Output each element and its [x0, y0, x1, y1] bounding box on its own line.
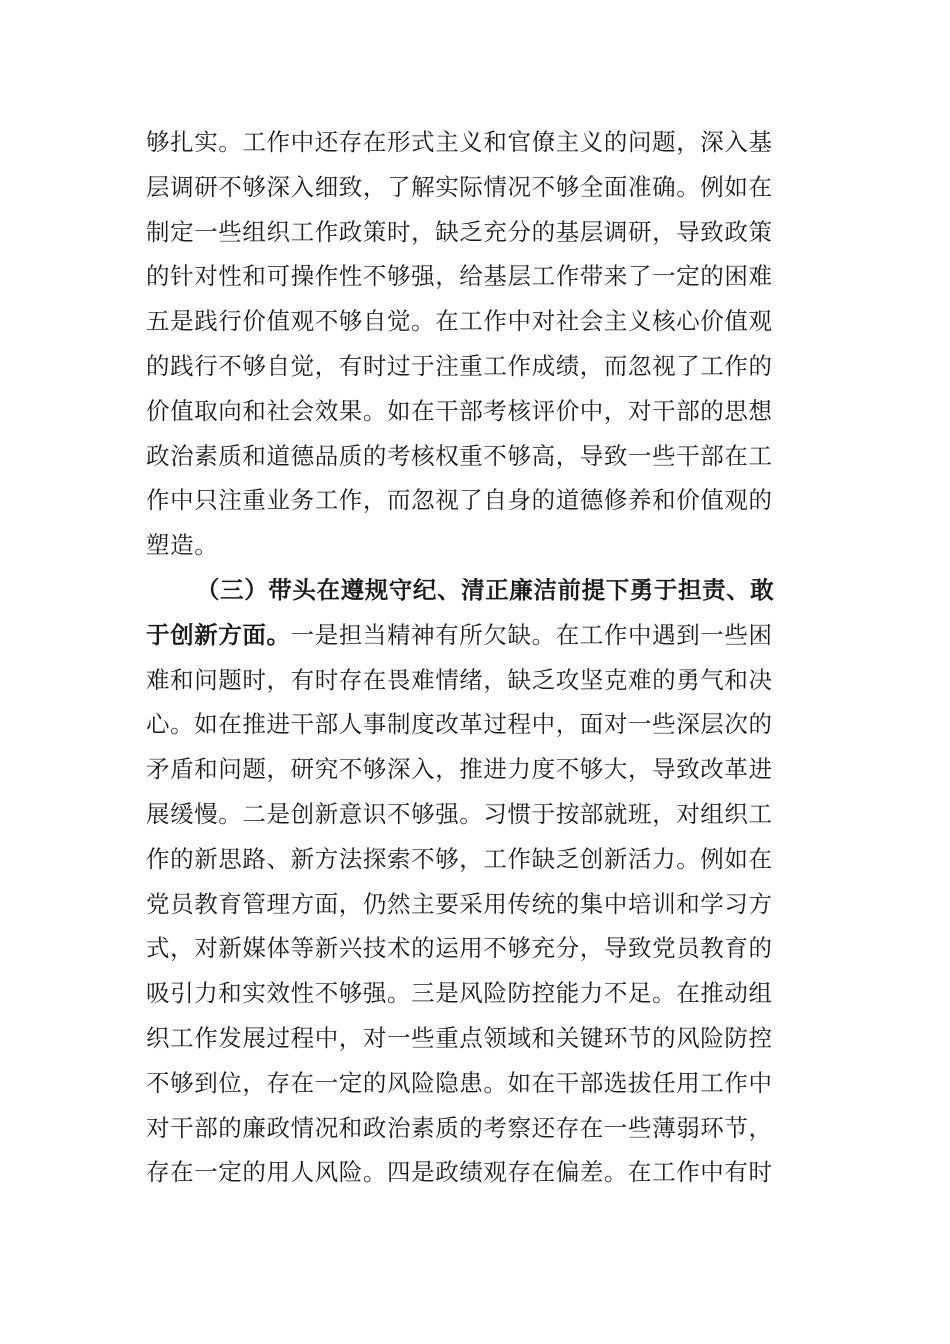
text-line: 的践行不够自觉，有时过于注重工作成绩，而忽视了工作的 — [146, 351, 773, 380]
text-line: 心。如在推进干部人事制度改革过程中，面对一些深层次的 — [146, 710, 773, 739]
text-line: 难和问题时，有时存在畏难情绪，缺乏攻坚克难的勇气和决 — [146, 665, 773, 694]
text-line: 作中只注重业务工作，而忽视了自身的道德修养和价值观的 — [146, 486, 773, 515]
text-line: 层调研不够深入细致，了解实际情况不够全面准确。例如在 — [146, 172, 773, 201]
text-line: 不够到位，存在一定的风险隐患。如在干部选拔任用工作中 — [146, 1068, 773, 1097]
text-line: 织工作发展过程中，对一些重点领域和关键环节的风险防控 — [146, 1023, 773, 1052]
text-line: 政治素质和道德品质的考核权重不够高，导致一些干部在工 — [146, 441, 773, 470]
text-line: 吸引力和实效性不够强。三是风险防控能力不足。在推动组 — [146, 979, 773, 1008]
text-line: 党员教育管理方面，仍然主要采用传统的集中培训和学习方 — [146, 889, 773, 918]
section-heading: （三）带头在遵规守纪、清正廉洁前提下勇于担责、敢 — [196, 575, 775, 604]
text-line: 矛盾和问题，研究不够深入，推进力度不够大，导致改革进 — [146, 755, 773, 784]
section-heading-continued: 于创新方面。 — [146, 620, 291, 649]
text-line: 价值取向和社会效果。如在干部考核评价中，对干部的思想 — [146, 396, 773, 425]
text-line: 五是践行价值观不够自觉。在工作中对社会主义核心价值观 — [146, 307, 773, 336]
text-line: 制定一些组织工作政策时，缺乏充分的基层调研，导致政策 — [146, 217, 773, 246]
text-line-mixed — [146, 613, 808, 658]
text-line: 作的新思路、新方法探索不够，工作缺乏创新活力。例如在 — [146, 844, 773, 873]
text-line: 一是担当精神有所欠缺。在工作中遇到一些困 — [290, 620, 773, 649]
text-line: 塑造。 — [146, 531, 219, 560]
body-text — [146, 120, 808, 1195]
text-line: 够扎实。工作中还存在形式主义和官僚主义的问题，深入基 — [146, 128, 773, 156]
text-line: 式，对新媒体等新兴技术的运用不够充分，导致党员教育的 — [146, 934, 773, 963]
text-line: 展缓慢。二是创新意识不够强。习惯于按部就班，对组织工 — [146, 799, 773, 828]
text-line: 的针对性和可操作性不够强，给基层工作带来了一定的困难 — [146, 262, 773, 291]
text-line: 存在一定的用人风险。四是政绩观存在偏差。在工作中有时 — [146, 1158, 773, 1187]
text-line: 对干部的廉政情况和政治素质的考察还存在一些薄弱环节， — [146, 1113, 773, 1142]
